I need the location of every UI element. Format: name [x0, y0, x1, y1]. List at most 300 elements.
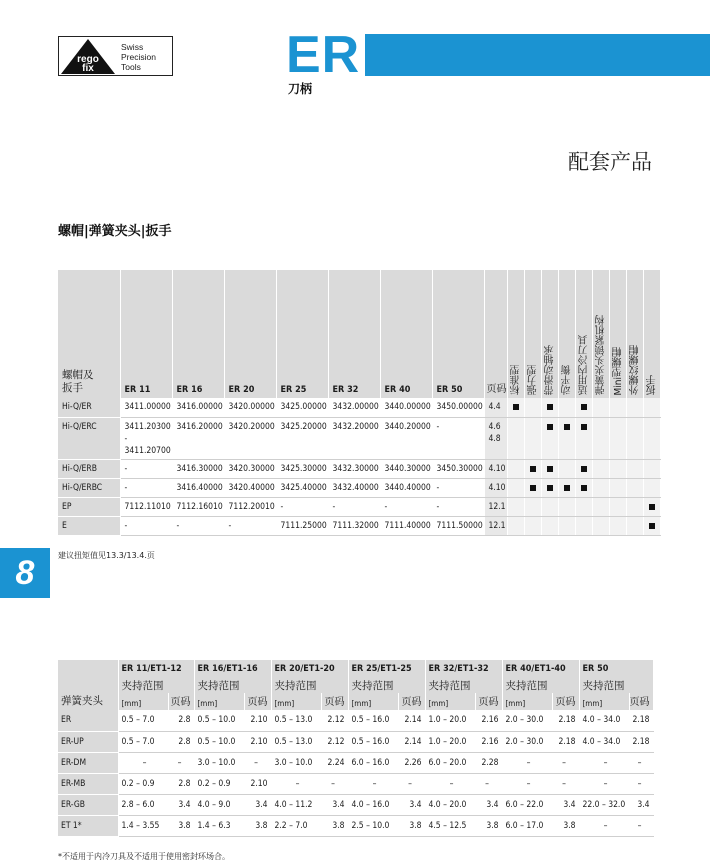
feature-cell [643, 478, 660, 497]
unit-label: [mm] [348, 693, 398, 710]
page-ref: 4.10 [484, 478, 507, 497]
order-number: - [432, 417, 484, 459]
page-heading: 配套产品 [568, 150, 652, 174]
page-ref: 3.4 [552, 794, 579, 815]
feature-label: 带滑动轴承 [544, 345, 556, 395]
feature-cell [541, 459, 558, 478]
page-ref: 4.10 [484, 459, 507, 478]
table1-row [58, 497, 660, 516]
footnote: *不适用于内冷刀具及不适用于使用密封环场合。 [58, 852, 230, 861]
feature-mark [530, 485, 536, 491]
feature-cell [643, 398, 660, 417]
feature-cell [558, 417, 575, 459]
feature-cell [609, 417, 626, 459]
clamping-range: 1.4 – 6.3 [194, 815, 244, 836]
feature-cell [643, 417, 660, 459]
logo-tagline-3: Tools [121, 62, 141, 72]
feature-label: 强力型 [527, 365, 539, 395]
order-number: 3440.20000 [380, 417, 432, 459]
feature-cell [541, 497, 558, 516]
order-number: - [380, 497, 432, 516]
feature-cell [524, 478, 541, 497]
page-label: 页码 [321, 693, 348, 710]
order-number: 7111.40000 [380, 516, 432, 535]
row-name: Hi-Q/ER [58, 398, 120, 417]
page-label: 页码 [475, 693, 502, 710]
clamping-range: 4.0 – 9.0 [194, 794, 244, 815]
clamping-range: 2.5 – 10.0 [348, 815, 398, 836]
page-label: 页码 [244, 693, 271, 710]
table1-feature-header [507, 270, 524, 398]
feature-cell [524, 516, 541, 535]
table1-feature-header [558, 270, 575, 398]
order-number: 7112.11010 [120, 497, 172, 516]
order-number: 7112.16010 [172, 497, 224, 516]
logo-line1: rego [77, 54, 99, 65]
order-number: 3420.30000 [224, 459, 276, 478]
clamping-range: 0.5 – 7.0 [118, 731, 168, 752]
table2-group-header: ER 20/ET1-20 [271, 660, 348, 678]
feature-cell [575, 497, 592, 516]
feature-cell [626, 497, 643, 516]
page-ref: 2.16 [475, 731, 502, 752]
page-ref: 2.8 [168, 731, 194, 752]
feature-cell [643, 516, 660, 535]
table1-feature-header [626, 270, 643, 398]
feature-cell [626, 459, 643, 478]
feature-label: 动平衡 [561, 365, 573, 395]
clamping-range: 4.0 – 20.0 [425, 794, 475, 815]
table1-row [58, 398, 660, 417]
feature-cell [507, 478, 524, 497]
feature-label: 适用内冷刀具 [578, 335, 590, 395]
table1-feature-header [643, 270, 660, 398]
clamping-range: 0.2 – 0.9 [194, 773, 244, 794]
feature-cell [592, 398, 609, 417]
unit-label: [mm] [502, 693, 552, 710]
section-heading: 螺帽|弹簧夹头|扳手 [58, 224, 172, 239]
range-label: 夹持范围 [348, 678, 425, 693]
clamping-range: 6.0 – 16.0 [348, 752, 398, 773]
order-number: 7112.20010 [224, 497, 276, 516]
page-ref: – [475, 773, 502, 794]
order-number: 3425.30000 [276, 459, 328, 478]
feature-cell [507, 398, 524, 417]
order-number: 3420.00000 [224, 398, 276, 417]
range-label: 夹持范围 [579, 678, 653, 693]
clamping-range: 2.8 – 6.0 [118, 794, 168, 815]
table2-lead-header: 弹簧夹头 [58, 660, 118, 710]
clamping-range: – [118, 752, 168, 773]
clamping-range: 3.0 – 10.0 [194, 752, 244, 773]
page-ref: 2.14 [398, 731, 425, 752]
table2-group-header: ER 50 [579, 660, 653, 678]
table1-feature-header [609, 270, 626, 398]
order-number: 3440.30000 [380, 459, 432, 478]
order-number: 3420.40000 [224, 478, 276, 497]
feature-cell [575, 459, 592, 478]
clamping-range: 2.0 – 30.0 [502, 710, 552, 731]
table2-group-row [58, 660, 653, 678]
page-label: 页码 [552, 693, 579, 710]
table1-feature-header [541, 270, 558, 398]
table2-group-header: ER 40/ET1-40 [502, 660, 579, 678]
table1-header-row [58, 270, 660, 398]
page-ref: – [321, 773, 348, 794]
chapter-tab: 8 [0, 548, 50, 598]
clamping-range: 3.0 – 10.0 [271, 752, 321, 773]
feature-cell [558, 497, 575, 516]
feature-cell [626, 516, 643, 535]
clamping-range: 4.0 – 16.0 [348, 794, 398, 815]
header-title: ER [286, 26, 361, 84]
clamping-range: 0.5 – 13.0 [271, 710, 321, 731]
unit-label: [mm] [271, 693, 321, 710]
page-ref: 4.4 [484, 398, 507, 417]
page-ref: 2.14 [398, 710, 425, 731]
clamping-range: 6.0 – 22.0 [502, 794, 552, 815]
order-number: 3425.40000 [276, 478, 328, 497]
logo-tagline-1: Swiss [121, 42, 144, 52]
feature-cell [558, 398, 575, 417]
feature-cell [541, 417, 558, 459]
feature-label: 外螺纹螺帽 [629, 345, 641, 395]
order-number: 3432.20000 [328, 417, 380, 459]
order-number: 3425.20000 [276, 417, 328, 459]
page-ref: – [629, 815, 653, 836]
clamping-range: 1.0 – 20.0 [425, 731, 475, 752]
unit-label: [mm] [579, 693, 629, 710]
order-number: 3420.20000 [224, 417, 276, 459]
order-number: 3432.00000 [328, 398, 380, 417]
feature-cell [609, 398, 626, 417]
brand-logo [58, 36, 173, 76]
nuts-wrenches-table [58, 270, 661, 536]
header-subtitle: 刀柄 [288, 82, 313, 96]
feature-cell [609, 497, 626, 516]
feature-cell [643, 459, 660, 478]
feature-mark [649, 504, 655, 510]
clamping-range: 2.0 – 30.0 [502, 731, 552, 752]
feature-mark [581, 424, 587, 430]
feature-cell [558, 478, 575, 497]
feature-cell [626, 398, 643, 417]
page-ref: 2.24 [321, 752, 348, 773]
table1-row [58, 417, 660, 459]
clamping-range: 6.0 – 20.0 [425, 752, 475, 773]
page-ref: 2.18 [629, 710, 653, 731]
feature-mark [513, 404, 519, 410]
page-ref: 3.4 [244, 794, 271, 815]
feature-cell [524, 398, 541, 417]
clamping-range: – [579, 752, 629, 773]
feature-cell [507, 459, 524, 478]
page-ref: 2.18 [552, 710, 579, 731]
feature-label: Mini型螺帽 [612, 346, 624, 395]
logo-tagline-2: Precision [121, 52, 156, 62]
feature-mark [581, 466, 587, 472]
table1-row [58, 478, 660, 497]
order-number: 3416.40000 [172, 478, 224, 497]
collet-type: ER-UP [58, 731, 118, 752]
table1-first-header-line2: 扳手 [62, 382, 83, 394]
feature-cell [609, 516, 626, 535]
table2-group-header: ER 32/ET1-32 [425, 660, 502, 678]
order-number: 3411.20300 - 3411.20700 [120, 417, 172, 459]
page-ref: 3.8 [321, 815, 348, 836]
clamping-range: 6.0 – 17.0 [502, 815, 552, 836]
feature-mark [547, 404, 553, 410]
row-name: EP [58, 497, 120, 516]
unit-label: [mm] [194, 693, 244, 710]
page-ref: 2.10 [244, 710, 271, 731]
feature-cell [541, 478, 558, 497]
page-ref: 2.10 [244, 731, 271, 752]
logo-line2: fix [82, 63, 94, 74]
feature-label: 扳手 [646, 375, 658, 395]
page-ref: – [629, 752, 653, 773]
feature-mark [649, 523, 655, 529]
table2-group-header: ER 25/ET1-25 [348, 660, 425, 678]
table1-feature-header [524, 270, 541, 398]
header-accent-bar [365, 34, 710, 76]
clamping-range: 0.5 – 16.0 [348, 710, 398, 731]
order-number: 3411.00000 [120, 398, 172, 417]
torque-note: 建议扭矩值见13.3/13.4.页 [58, 551, 155, 560]
order-number: 3425.00000 [276, 398, 328, 417]
feature-cell [592, 516, 609, 535]
table1-size-header: ER 40 [380, 270, 432, 398]
clamping-range: 1.0 – 20.0 [425, 710, 475, 731]
table1-page-header: 页码 [484, 270, 507, 398]
clamping-range: 0.2 – 0.9 [118, 773, 168, 794]
feature-cell [524, 497, 541, 516]
page-ref: 2.16 [475, 710, 502, 731]
table1-size-header: ER 25 [276, 270, 328, 398]
page-ref: 3.4 [321, 794, 348, 815]
feature-cell [541, 516, 558, 535]
feature-mark [530, 466, 536, 472]
page-ref: 3.8 [244, 815, 271, 836]
clamping-range: – [425, 773, 475, 794]
clamping-range: 0.5 – 7.0 [118, 710, 168, 731]
feature-cell [575, 417, 592, 459]
clamping-range: 0.5 – 13.0 [271, 731, 321, 752]
collet-type: ER [58, 710, 118, 731]
feature-label: 标准型 [510, 365, 522, 395]
clamping-range: 22.0 – 32.0 [579, 794, 629, 815]
table2-group-header: ER 16/ET1-16 [194, 660, 271, 678]
rego-fix-logo-mark [59, 37, 117, 75]
feature-cell [507, 516, 524, 535]
feature-cell [592, 497, 609, 516]
feature-cell [558, 459, 575, 478]
table1-size-header: ER 50 [432, 270, 484, 398]
page-ref: 3.8 [552, 815, 579, 836]
order-number: 7111.25000 [276, 516, 328, 535]
range-label: 夹持范围 [271, 678, 348, 693]
order-number: 3450.30000 [432, 459, 484, 478]
page-ref: – [629, 773, 653, 794]
feature-cell [558, 516, 575, 535]
page-ref: 3.8 [398, 815, 425, 836]
order-number: 3440.40000 [380, 478, 432, 497]
collets-table [58, 660, 654, 837]
clamping-range: 0.5 – 10.0 [194, 731, 244, 752]
row-name: Hi-Q/ERB [58, 459, 120, 478]
table2-range-row [58, 678, 653, 693]
order-number: - [224, 516, 276, 535]
clamping-range: 2.2 – 7.0 [271, 815, 321, 836]
feature-cell [541, 398, 558, 417]
table1-row [58, 459, 660, 478]
page-ref: 3.4 [475, 794, 502, 815]
range-label: 夹持范围 [194, 678, 271, 693]
row-name: Hi-Q/ERC [58, 417, 120, 459]
row-name: E [58, 516, 120, 535]
table2-group-header: ER 11/ET1-12 [118, 660, 194, 678]
feature-cell [507, 497, 524, 516]
page-ref: 4.6 4.8 [484, 417, 507, 459]
page-ref: 2.12 [321, 710, 348, 731]
table2-row [58, 794, 653, 815]
feature-cell [609, 459, 626, 478]
collet-type: ER-MB [58, 773, 118, 794]
feature-cell [609, 478, 626, 497]
clamping-range: – [579, 773, 629, 794]
unit-label: [mm] [118, 693, 168, 710]
table1-feature-header [575, 270, 592, 398]
feature-label: 弹簧夹头锁紧机构 [595, 315, 607, 395]
order-number: - [120, 459, 172, 478]
page-ref: 2.8 [168, 773, 194, 794]
page-ref: 3.8 [168, 815, 194, 836]
feature-mark [581, 485, 587, 491]
table2-row [58, 752, 653, 773]
order-number: 7111.32000 [328, 516, 380, 535]
table1-size-header: ER 11 [120, 270, 172, 398]
page-ref: 2.28 [475, 752, 502, 773]
order-number: - [120, 478, 172, 497]
order-number: - [432, 497, 484, 516]
page-ref: 12.1 [484, 497, 507, 516]
clamping-range: 4.0 – 34.0 [579, 731, 629, 752]
table1-feature-header [592, 270, 609, 398]
page-label: 页码 [398, 693, 425, 710]
order-number: - [432, 478, 484, 497]
table1-first-header [58, 270, 120, 398]
row-name: Hi-Q/ERBC [58, 478, 120, 497]
feature-cell [575, 478, 592, 497]
page-ref: – [398, 773, 425, 794]
page-label: 页码 [629, 693, 653, 710]
page-label: 页码 [168, 693, 194, 710]
page-ref: 3.4 [168, 794, 194, 815]
order-number: - [120, 516, 172, 535]
order-number: 3440.00000 [380, 398, 432, 417]
page-ref: 2.18 [552, 731, 579, 752]
table2-row [58, 773, 653, 794]
feature-cell [524, 459, 541, 478]
page-ref: 12.1 [484, 516, 507, 535]
order-number: - [328, 497, 380, 516]
feature-mark [547, 424, 553, 430]
order-number: 3416.00000 [172, 398, 224, 417]
table2-row [58, 710, 653, 731]
feature-mark [564, 485, 570, 491]
page-ref: – [552, 773, 579, 794]
range-label: 夹持范围 [425, 678, 502, 693]
collet-type: ET 1* [58, 815, 118, 836]
feature-cell [575, 516, 592, 535]
unit-label: [mm] [425, 693, 475, 710]
feature-cell [507, 417, 524, 459]
feature-cell [592, 417, 609, 459]
clamping-range: 4.0 – 11.2 [271, 794, 321, 815]
order-number: - [172, 516, 224, 535]
order-number: 7111.50000 [432, 516, 484, 535]
page-ref: 2.10 [244, 773, 271, 794]
collet-type: ER-DM [58, 752, 118, 773]
page-ref: 2.8 [168, 710, 194, 731]
feature-cell [626, 478, 643, 497]
table2-row [58, 731, 653, 752]
page-ref: 3.4 [629, 794, 653, 815]
table2-unit-row [58, 693, 653, 710]
feature-mark [564, 424, 570, 430]
clamping-range: – [502, 752, 552, 773]
order-number: 3432.40000 [328, 478, 380, 497]
feature-cell [575, 398, 592, 417]
order-number: 3432.30000 [328, 459, 380, 478]
feature-cell [626, 417, 643, 459]
table2-row [58, 815, 653, 836]
page-ref: 2.18 [629, 731, 653, 752]
order-number: 3416.30000 [172, 459, 224, 478]
clamping-range: – [271, 773, 321, 794]
clamping-range: 0.5 – 10.0 [194, 710, 244, 731]
page-ref: 2.26 [398, 752, 425, 773]
page-ref: 3.4 [398, 794, 425, 815]
clamping-range: 4.5 – 12.5 [425, 815, 475, 836]
page-ref: 3.8 [475, 815, 502, 836]
feature-cell [592, 478, 609, 497]
table1-first-header-line1: 螺帽及 [62, 369, 94, 381]
feature-cell [592, 459, 609, 478]
clamping-range: 0.5 – 16.0 [348, 731, 398, 752]
table1-size-header: ER 20 [224, 270, 276, 398]
page-ref: – [552, 752, 579, 773]
feature-mark [547, 485, 553, 491]
feature-cell [643, 497, 660, 516]
page-ref: 2.12 [321, 731, 348, 752]
page-ref: – [244, 752, 271, 773]
clamping-range: 4.0 – 34.0 [579, 710, 629, 731]
table1-row [58, 516, 660, 535]
feature-cell [524, 417, 541, 459]
feature-mark [581, 404, 587, 410]
collet-type: ER-GB [58, 794, 118, 815]
clamping-range: – [579, 815, 629, 836]
table1-size-header: ER 16 [172, 270, 224, 398]
logo-tagline [117, 37, 156, 75]
clamping-range: 1.4 – 3.55 [118, 815, 168, 836]
range-label: 夹持范围 [118, 678, 194, 693]
order-number: - [276, 497, 328, 516]
page-ref: – [168, 752, 194, 773]
table1-size-header: ER 32 [328, 270, 380, 398]
order-number: 3416.20000 [172, 417, 224, 459]
